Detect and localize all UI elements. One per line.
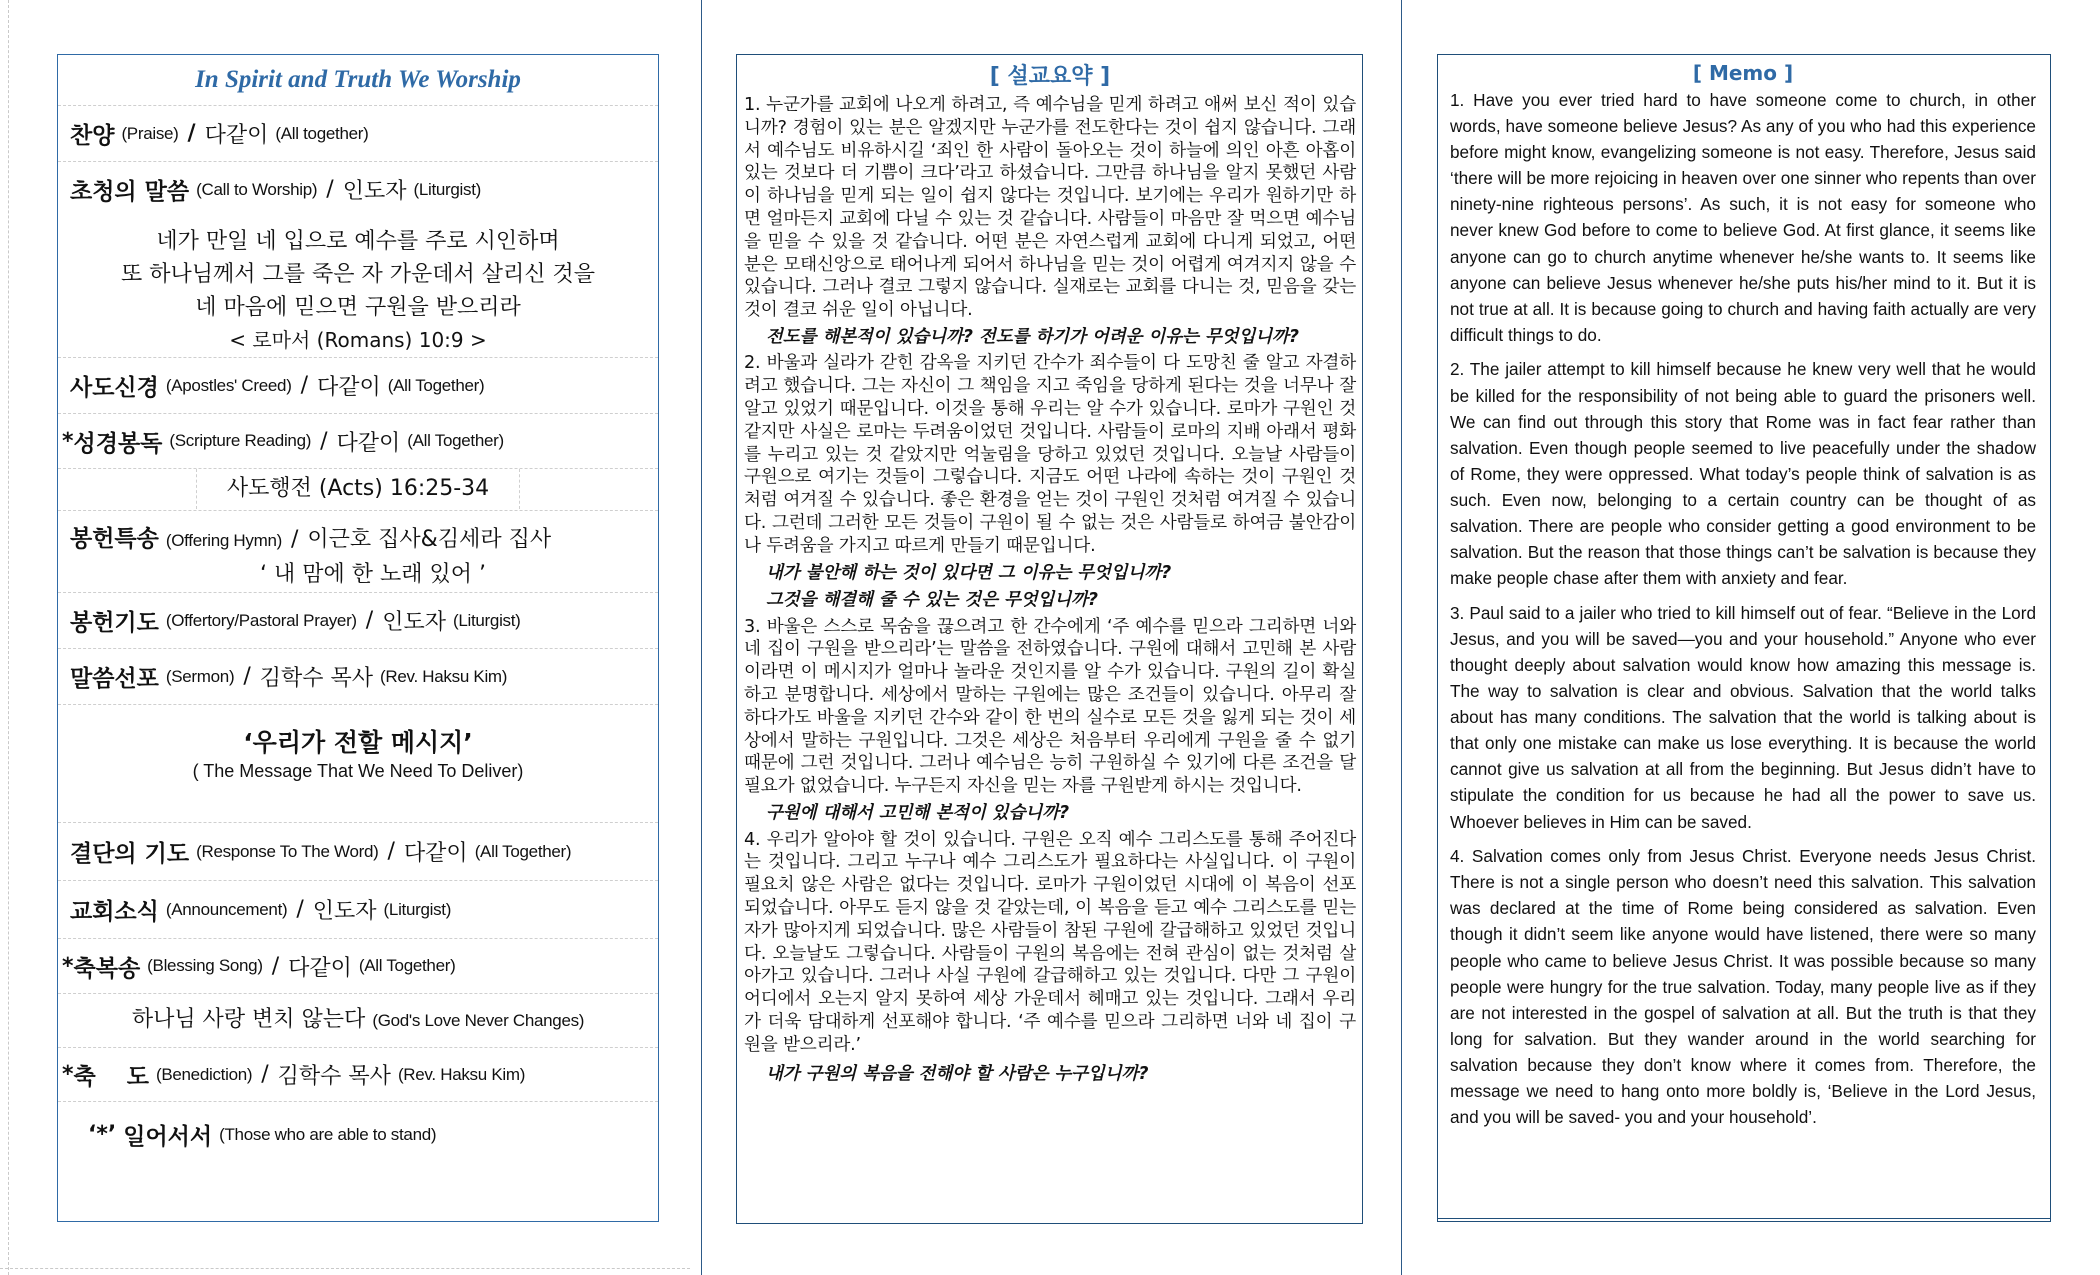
sermon-en: (Sermon) [165,666,235,686]
offering-prayer-by-ko: 인도자 [382,610,446,635]
praise-by-en: (All together) [275,123,369,143]
item-scripture-reading [58,413,658,468]
memo-paragraph-2: 2. The jailer attempt to kill himself because he knew very well that he would be killed for the responsibility of not being able to guard the prisoners well. We can find out through this story that Rome was in fact fear rather than salvation. Even though people seemed to live peacefully under the shadow of Rome, they were oppressed. What today’s people think of salvation is as such. Even now, belonging to a certain country can be thought of as salvation. There are people who consider getting a good environment to be salvation. But the reason that those things can’t be salvation is because they make people chase after them with anxiety and fear. [1450,359,2036,589]
item-announcement [58,880,658,938]
benediction-by-en: (Rev. Haksu Kim) [397,1064,526,1084]
offering-prayer-by-en: (Liturgist) [452,610,521,630]
blessing-song-by-en: (All Together) [358,956,456,975]
memo-paragraph-4: 4. Salvation comes only from Jesus Christ. Everyone needs Jesus Christ. There is not a single person who doesn’t need this salvation. This salvation was declared at the time of Rome being considered as salvation. Even though it didn’t seem like anyone would have listened, there were so many people who came to believe Jesus Christ. It was possible because so many people were hungry for the true salvation. Today, many people live as if they are not interested in the gospel of salvation at all. But the truth is that they long for salvation. But they wander around in the world searching for salvation because they don’t know where it comes from. Therefore, the message we need to hang onto more boldly is, ‘Believe in the Lord Jesus, and you will be saved- you and your household’. [1450,846,2036,1128]
benediction-en: (Benediction) [155,1064,253,1084]
item-sermon [58,648,658,704]
praise-ko: 찬양 [70,123,115,149]
summary-title: [ 설교요약 ] [989,64,1111,89]
item-offertory-prayer [58,592,658,648]
item-apostles-creed [58,357,658,413]
offering-hymn-sep: / [290,527,299,552]
scripture-en: (Scripture Reading) [169,431,312,450]
benediction-ko: 축 도 [73,1064,149,1090]
creed-sep: / [300,373,308,398]
announce-en: (Announcement) [165,899,288,919]
response-by-ko: 다같이 [403,841,468,866]
worship-heading: In Spirit and Truth We Worship [195,66,521,93]
sermon-summary-panel [736,54,1363,1224]
standing-note-en: (Those who are able to stand) [219,1124,437,1144]
blessing-song-title-en: (God's Love Never Changes) [372,1011,585,1030]
standing-mark: * [62,428,74,454]
sermon-sep: / [243,664,251,689]
summary-paragraph-2: 2. 바울과 실라가 갇힌 감옥을 지키던 간수가 죄수들이 다 도망친 줄 알고 자결하려고 했습니다. 그는 자신이 그 책임을 지고 죽임을 당하게 된다는 것을 너무나 잘 알고 있었기 때문입니다. 이것을 통해 우리는 알 수가 있습니다. 로마가 구원인 것 같지만 사실은 로마는 두려움이었던 것입니다. 사람들이 로마의 지배 아래서 평화를 누리고 있는 것 같았지만 억눌림을 당하고 있었던 것입니다. 오늘날 사람들이 구원으로 여기는 것들이 그렇습니다. 지금도 어떤 나라에 속하는 것이 구원인 것처럼 여겨질 수 있습니다. 좋은 환경을 얻는 것이 구원인 것처럼 여겨질 수 있습니다. 그런데 그러한 모든 것들이 구원이 될 수 없는 것은 사람들로 하여금 불안감이나 두려움을 가지고 따르게 만들기 때문입니다. [744,353,1356,556]
scripture-sep: / [320,428,328,454]
benediction-sep: / [261,1062,269,1087]
announce-by-en: (Liturgist) [383,899,452,919]
summary-question-3: 구원에 대해서 고민해 본적이 있습니까? [766,803,1070,824]
item-blessing-song [58,938,658,993]
blessing-song-sep: / [271,953,280,979]
column-divider-1 [701,0,702,1275]
scripture-by-en: (All Together) [407,431,504,450]
blessing-song-en: (Blessing Song) [147,956,263,975]
sermon-ko: 말씀선포 [70,666,159,692]
benediction-by-ko: 김학수 목사 [277,1064,391,1089]
sermon-by-en: (Rev. Haksu Kim) [380,666,508,686]
verse-reference: < 로마서 (Romans) 10:9 > [229,328,487,352]
item-benediction [58,1047,658,1101]
call-verse [58,217,658,357]
standing-mark: * [62,953,74,979]
response-sep: / [387,839,395,864]
summary-paragraph-3: 3. 바울은 스스로 목숨을 끊으려고 한 간수에게 ‘주 예수를 믿으라 그리하면 너와 네 집이 구원을 받으리라’는 말씀을 전하였습니다. 구원에 대해서 고민해 본 사람이라면 이 메시지가 얼마나 놀라운 것인지를 알 수가 있습니다. 구원의 길이 확실하고 분명합니다. 세상에서 말하는 구원에는 많은 조건들이 있습니다. 아무리 잘 하다가도 바울을 지키던 간수와 같이 한 번의 실수로 모든 것을 잃게 되는 것이 세상에서 말하는 구원입니다. 그것은 세상은 처음부터 우리에게 구원을 줄 수 없기 때문에 그런 것입니다. 그러나 예수님은 능히 구원하실 수 있기에 다른 조건을 달 필요가 없었습니다. 누구든지 자신을 믿는 자를 구원받게 하시는 것입니다. [744,616,1356,797]
response-ko: 결단의 기도 [70,841,190,867]
blessing-song-ko: 축복송 [73,955,141,982]
standing-note-mark: ‘*’ [88,1122,117,1147]
memo-paragraph-1: 1. Have you ever tried hard to have someone come to church, in other words, have someone believe Jesus? As any of you who had this experience before might know, evangelizing someone is not easy. Therefore, Jesus said ‘there will be more rejoicing in heaven over one sinner who repents than over ninety-nine righteous persons’. As such, it is not easy for someone who never knew God before to come to believe God. At first glance, it seems like anyone can go to church anytime whenever he/she wants to. It seems like anyone can believe Jesus whenever he/she puts his/her mind to it. But it is not true at all. It is because going to church and having faith actually are very difficult things to do. [1450,90,2036,345]
call-en: (Call to Worship) [196,179,318,199]
scripture-by-ko: 다같이 [336,430,401,456]
scripture-passage-text: 사도행전 (Acts) 16:25-34 [196,469,520,509]
summary-paragraph-4: 4. 우리가 알아야 할 것이 있습니다. 구원은 오직 예수 그리스도를 통해 주어진다는 것입니다. 그리고 누구나 예수 그리스도가 필요하다는 사실입니다. 이 구원이 필요치 않은 사람은 없다는 것입니다. 로마가 구원이었던 시대에 이 복음이 선포되었습니다. 아무도 듣지 않을 것 같았는데, 이 복음을 듣고 예수 그리스도를 믿는 자가 많아지게 되었습니다. 많은 사람들이 참된 구원에 갈급해하고 있었던 것입니다. 오늘날도 그렇습니다. 사람들이 구원의 복음에는 전혀 관심이 없는 것처럼 살아가고 있습니다. 그러나 사실 구원에 갈급해하고 있는 것입니다. 다만 그 구원이 어디에서 오는지 알지 못하여 세상 가운데서 헤매고 있는 것입니다. 그래서 우리가 더욱 담대하게 선포해야 합니다. ‘주 예수를 믿으라 그리하면 너와 네 집이 구원을 받으리라.’ [744,829,1356,1055]
fold-guide-bottom [0,1268,690,1269]
call-by-en: (Liturgist) [413,179,482,199]
standing-mark: * [62,1062,74,1087]
creed-by-en: (All Together) [387,375,485,395]
announce-sep: / [296,897,304,922]
summary-question-4: 내가 구원의 복음을 전해야 할 사람은 누구입니까? [766,1064,1149,1085]
item-offering-hymn [58,510,658,592]
creed-en: (Apostles' Creed) [165,375,292,395]
summary-question-1: 전도를 해본적이 있습니까? 전도를 하기가 어려운 이유는 무엇입니까? [766,326,1299,347]
announce-ko: 교회소식 [70,899,159,925]
standing-note-ko: 일어서서 [123,1124,213,1150]
blessing-song-by-ko: 다같이 [288,955,352,981]
fold-guide-left [8,0,9,1275]
call-ko: 초청의 말씀 [70,179,190,205]
sermon-message [58,704,658,822]
blessing-song-title [58,993,658,1047]
item-praise [58,105,658,161]
praise-sep: / [187,121,196,146]
offering-prayer-ko: 봉헌기도 [70,610,159,636]
offering-hymn-en: (Offering Hymn) [165,531,282,550]
creed-ko: 사도신경 [70,375,159,401]
summary-question-2a: 내가 불안해 하는 것이 있다면 그 이유는 무엇입니까? [766,562,1172,583]
call-by-ko: 인도자 [342,179,407,204]
offering-hymn-by: 이근호 집사&김세라 집사 [307,527,552,552]
response-en: (Response To The Word) [196,841,379,861]
verse-line-2: 또 하나님께서 그를 죽은 자 가운데서 살리신 것을 [121,262,595,287]
summary-paragraph-1: 1. 누군가를 교회에 나오게 하려고, 즉 예수님을 믿게 하려고 애써 보신 적이 있습니까? 경험이 있는 분은 알겠지만 누군가를 전도한다는 것이 쉽지 않습니다. 그래서 예수님도 비유하시길 ‘죄인 한 사람이 돌아오는 것이 하늘에 의인 아흔 아홉이 있는 것보다 더 기쁨이 크다’라고 하셨습니다. 그만큼 하나님을 알지 못했던 사람이 하나님을 믿게 되는 일이 쉽지 않다는 것입니다. 보기에는 우리가 원하기만 하면 얼마든지 교회에 다닐 수 있는 것 같습니다. 사람들이 마음만 잘 먹으면 예수님을 믿을 수 있을 것 같습니다. 어떤 분은 자연스럽게 교회에 다니게 되었고, 어떤 분은 모태신앙으로 태어나게 되어서 하나님을 믿는 것이 어렵게 여겨지지 않을 수 있습니다. 그러나 결코 그렇지 않습니다. 실재로는 교회를 다니는 것, 믿음을 갖는 것이 결코 쉬운 일이 아닙니다. [744,95,1356,321]
sermon-by-ko: 김학수 목사 [259,666,374,691]
message-title: ‘우리가 전할 메시지’ [243,728,473,757]
message-subtitle: ( The Message That We Need To Deliver) [192,761,524,781]
announce-by-ko: 인도자 [312,899,377,924]
creed-by-ko: 다같이 [317,375,381,400]
blessing-song-title-ko: 하나님 사랑 변치 않는다 [131,1007,366,1032]
summary-question-2b: 그것을 해결해 줄 수 있는 것은 무엇입니까? [766,590,1099,611]
column-divider-2 [1401,0,1402,1275]
memo-panel [1437,54,2051,1222]
item-call-to-worship [58,161,658,217]
scripture-passage [58,468,658,510]
memo-paragraph-3: 3. Paul said to a jailer who tried to kill himself out of fear. “Believe in the Lord Jesus, and you will be saved—you and your household.” Anyone who ever thought deeply about salvation would know how amazing this message is. The way to salvation is clear and obvious. Salvation that the world talks about has many conditions. The salvation that the world is talking about is that only one mistake can make us lose everything. It is because the world cannot give us salvation at all from the beginning. But Jesus didn’t have to stipulate the condition for us because he had all the power to save us. Whoever believes in Him can be saved. [1450,602,2036,832]
memo-notes-divider [1438,1218,2050,1219]
offering-hymn-song: ‘ 내 맘에 한 노래 있어 ’ [260,562,486,587]
offering-prayer-en: (Offertory/Pastoral Prayer) [165,610,357,630]
call-sep: / [326,177,334,202]
memo-title: [ Memo ] [1692,61,1794,85]
scripture-ko: 성경봉독 [73,430,163,457]
item-response [58,822,658,880]
response-by-en: (All Together) [474,841,572,861]
praise-by-ko: 다같이 [204,123,269,148]
praise-en: (Praise) [121,123,179,143]
standing-note [58,1101,658,1167]
offering-hymn-ko: 봉헌특송 [70,526,159,552]
offering-prayer-sep: / [365,608,374,633]
verse-line-3: 네 마음에 믿으면 구원을 받으리라 [195,295,521,320]
order-of-worship-panel [57,54,659,1222]
verse-line-1: 네가 만일 네 입으로 예수를 주로 시인하며 [156,229,560,254]
